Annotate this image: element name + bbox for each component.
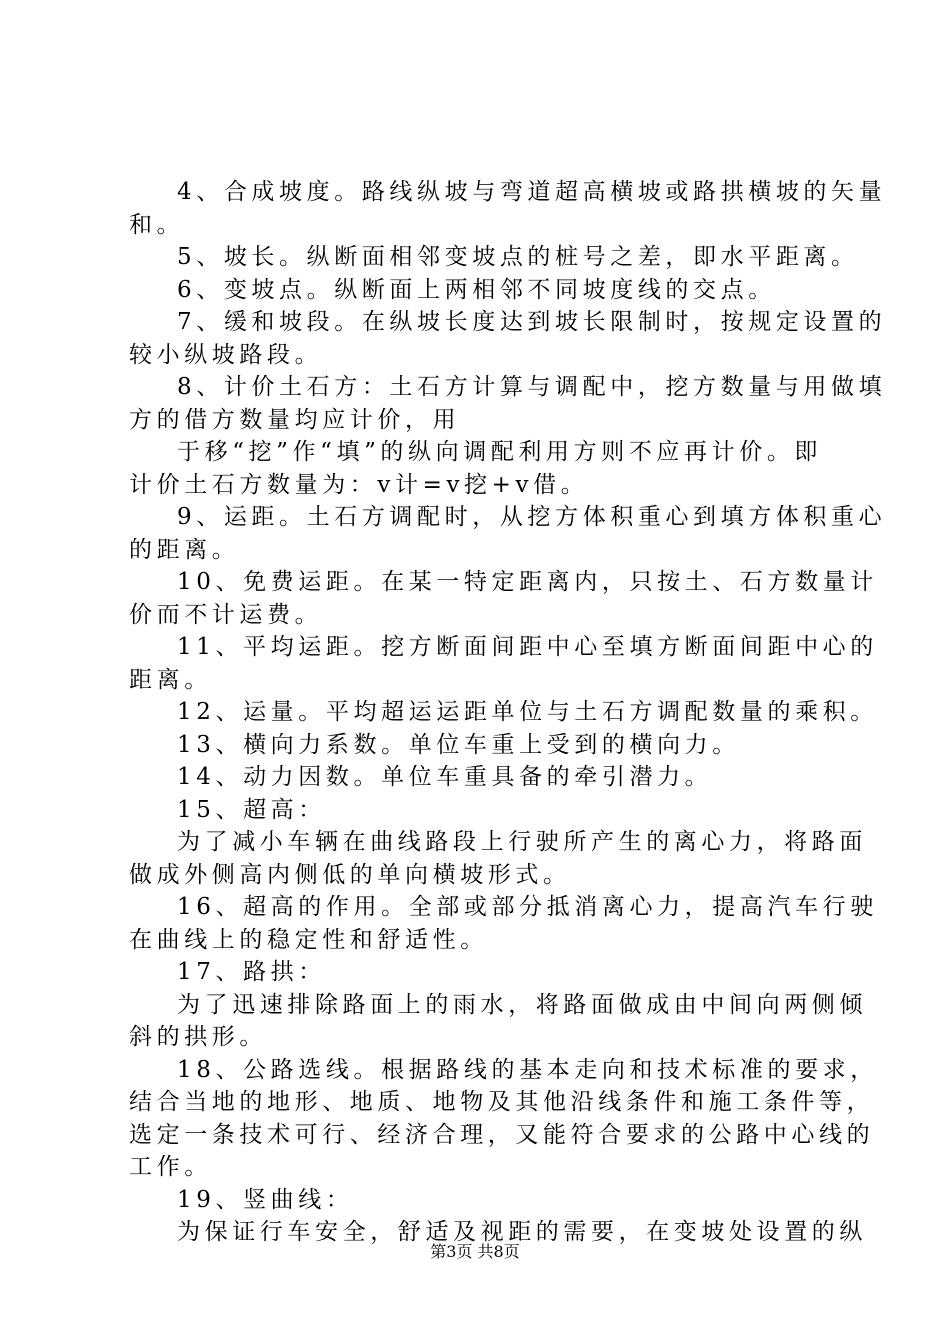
text-line: 6、变坡点。纵断面上两相邻不同坡度线的交点。 <box>177 276 776 303</box>
text-line: 为了迅速排除路面上的雨水，将路面做成由中间向两侧倾 <box>177 991 867 1018</box>
text-line: 较小纵坡路段。 <box>129 341 323 368</box>
text-line: 选定一条技术可行、经济合理，又能符合要求的公路中心线的 <box>129 1121 875 1148</box>
text-line: 方的借方数量均应计价，用 <box>129 406 461 433</box>
text-line: 在曲线上的稳定性和舒适性。 <box>129 926 488 953</box>
text-line: 8、计价土石方：土石方计算与调配中，挖方数量与用做填 <box>177 374 887 400</box>
text-line: 为了减小车辆在曲线路段上行驶所产生的离心力，将路面 <box>177 829 867 855</box>
text-line: 10、免费运距。在某一特定距离内，只按土、石方数量计 <box>177 569 878 595</box>
text-line: 斜的拱形。 <box>129 1024 267 1050</box>
text-line: 结合当地的地形、地质、地物及其他沿线条件和施工条件等， <box>129 1089 875 1115</box>
text-line: 计价土石方数量为：v计=v挖+v借。 <box>129 471 589 498</box>
text-line: 13、横向力系数。单位车重上受到的横向力。 <box>177 731 740 758</box>
document-body <box>129 176 887 1249</box>
text-line: 和。 <box>129 211 185 238</box>
text-line: 5、坡长。纵断面相邻变坡点的桩号之差，即水平距离。 <box>177 244 859 270</box>
text-line: 12、运量。平均超运运距单位与土石方调配数量的乘积。 <box>177 699 878 725</box>
text-line: 9、运距。土石方调配时，从挖方体积重心到填方体积重心 <box>177 504 887 530</box>
page-footer: 第3页 共8页 <box>430 1242 520 1261</box>
text-line: 15、超高： <box>177 796 326 823</box>
text-line: 14、动力因数。单位车重具备的牵引潜力。 <box>177 764 713 790</box>
text-line: 工作。 <box>129 1154 212 1180</box>
text-line: 16、超高的作用。全部或部分抵消离心力，提高汽车行驶 <box>177 894 878 920</box>
text-line: 18、公路选线。根据路线的基本走向和技术标准的要求， <box>177 1056 878 1083</box>
text-line: 为保证行车安全，舒适及视距的需要，在变坡处设置的纵 <box>177 1219 867 1245</box>
text-line: 做成外侧高内侧低的单向横坡形式。 <box>129 861 571 888</box>
text-line: 的距离。 <box>129 536 240 563</box>
text-line: 17、路拱： <box>177 959 326 985</box>
text-line: 7、缓和坡段。在纵坡长度达到坡长限制时，按规定设置的 <box>177 309 887 335</box>
text-line: 于移“挖”作“填”的纵向调配利用方则不应再计价。即 <box>177 439 823 465</box>
text-line: 11、平均运距。挖方断面间距中心至填方断面间距中心的 <box>177 634 878 660</box>
text-line: 19、竖曲线： <box>177 1186 354 1213</box>
text-line: 距离。 <box>129 666 212 693</box>
text-line: 4、合成坡度。路线纵坡与弯道超高横坡或路拱横坡的矢量 <box>177 179 887 205</box>
text-line: 价而不计运费。 <box>129 601 323 628</box>
